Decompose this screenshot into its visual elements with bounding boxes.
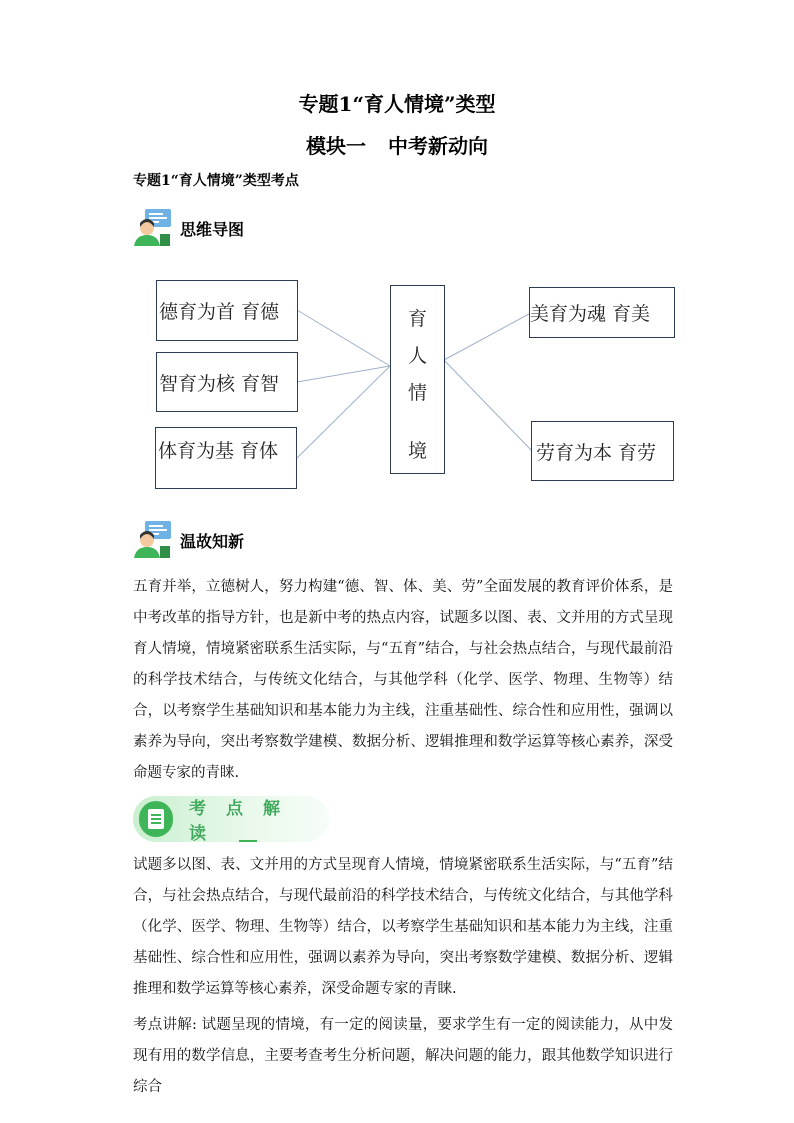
topic-subtitle: 专题1“育人情境”类型考点 [133, 173, 299, 189]
center-char-1: 育 [407, 308, 427, 330]
center-char-3: 情 [407, 382, 427, 404]
review-section-header [132, 520, 244, 560]
analysis-paragraph: 试题多以图、表、文并用的方式呈现育人情境，情境紧密联系生活实际，与“五育”结合，与社会热点结合，与现代最前沿的科学技术结合，与传统文化结合，与其他学科（化学、医学、物理、生物等）结合，以考察学生基础知识和基本能力为主线，注重基础性、综合性和应用性，强调以素养为导向，突出考察数学建模、数据分析、逻辑推理和数学运算等核心素养，深受命题专家的青睐. [133, 857, 673, 997]
review-paragraph: 五育并举，立德树人，努力构建“德、智、体、美、劳”全面发展的教育评价体系，是中考改革的指导方针，也是新中考的热点内容，试题多以图、表、文并用的方式呈现育人情境，情境紧密联系生活实际，与“五育”结合，与社会热点结合，与现代最前沿的科学技术结合，与传统文化结合，与其他学科（化学、医学、物理、生物等）结合，以考察学生基础知识和基本能力为主线，注重基础性、综合性和应用性，强调以素养为导向，突出考察数学建模、数据分析、逻辑推理和数学运算等核心素养，深受命题专家的青睐. [133, 579, 673, 781]
mindmap-section-header [132, 208, 244, 248]
mindmap-label: 思维导图 [180, 219, 245, 239]
module-number: 模块一 [306, 134, 366, 158]
box-intellectual-education: 智育为核 育智 [156, 352, 298, 412]
module-heading [0, 130, 794, 159]
center-box-education-context [390, 285, 445, 474]
box-physical-education: 体育为基 育体 [155, 427, 297, 489]
box-labor-education: 劳育为本 育劳 [531, 421, 674, 481]
review-label: 温故知新 [180, 531, 245, 551]
center-char-4: 境 [407, 440, 427, 462]
key-points-badge [133, 796, 329, 842]
center-char-2: 人 [407, 345, 427, 367]
document-title: 专题1“育人情境”类型 [298, 92, 496, 116]
badge-underline [239, 840, 257, 842]
module-name: 中考新动向 [388, 134, 488, 158]
teacher-icon [132, 520, 174, 560]
box-aesthetic-education: 美育为魂 育美 [529, 287, 675, 338]
explain-paragraph: 考点讲解: 试题呈现的情境，有一定的阅读量，要求学生有一定的阅读能力，从中发现有用的数学信息，主要考查考生分析问题，解决问题的能力，跟其他数学知识进行综合 [133, 1017, 673, 1095]
document-icon [139, 801, 173, 837]
key-points-label: 考点解读 [189, 799, 301, 844]
box-moral-education: 德育为首 育德 [156, 280, 298, 341]
teacher-icon [132, 208, 174, 248]
